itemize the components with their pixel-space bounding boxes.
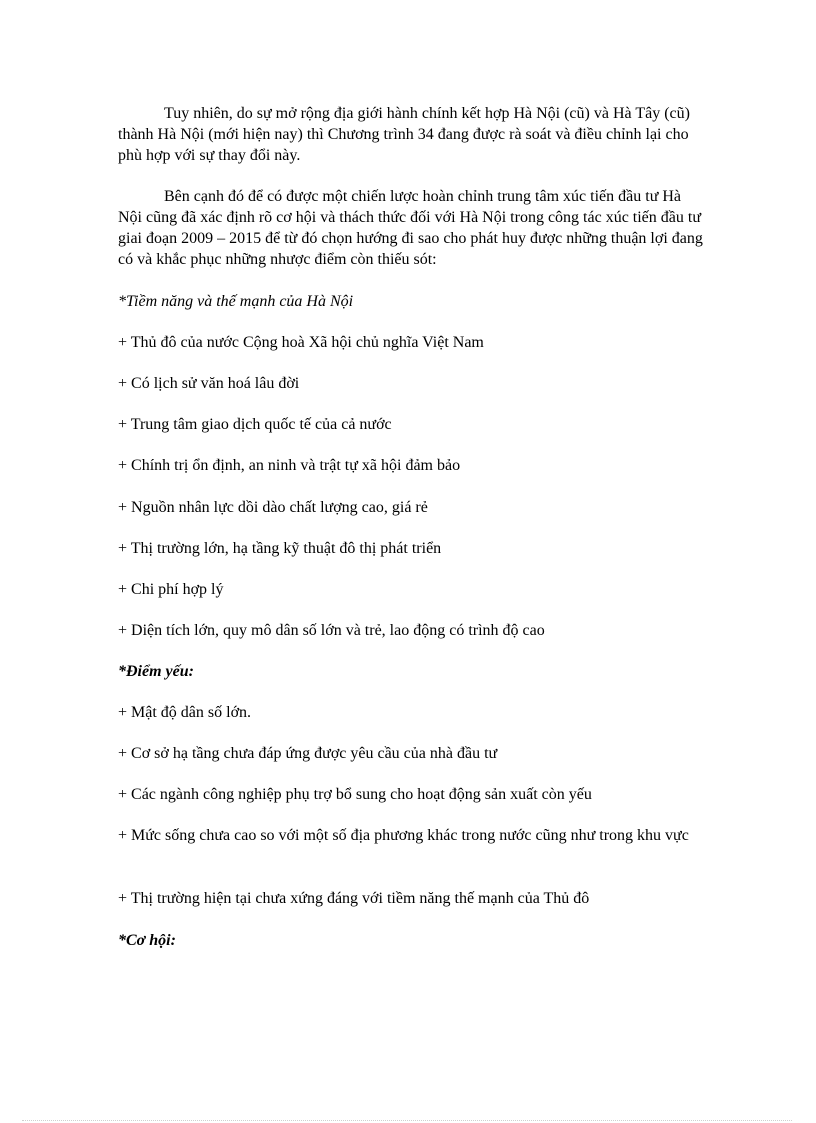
heading-weakness: *Điểm yếu: [118, 663, 194, 680]
list-item-potential: + Diện tích lớn, quy mô dân số lớn và trẻ, lao động có trình độ cao [118, 622, 545, 639]
list-item-potential: + Chi phí hợp lý [118, 581, 224, 598]
list-item-weakness: + Các ngành công nghiệp phụ trợ bổ sung cho hoạt động sản xuất còn yếu [118, 786, 592, 803]
list-item-potential: + Chính trị ổn định, an ninh và trật tự xã hội đảm bảo [118, 457, 461, 474]
list-item-weakness: + Mức sống chưa cao so với một số địa phương khác trong nước cũng như trong khu vực [118, 827, 689, 844]
list-item-potential: + Thủ đô của nước Cộng hoà Xã hội chủ nghĩa Việt Nam [118, 334, 484, 351]
list-item-weakness: + Mật độ dân số lớn. [118, 704, 252, 721]
list-item-weakness: + Cơ sở hạ tầng chưa đáp ứng được yêu cầu của nhà đầu tư [118, 745, 498, 762]
heading-potential: *Tiềm năng và thế mạnh của Hà Nội [118, 293, 354, 310]
list-item-weakness: + Thị trường hiện tại chưa xứng đáng với tiềm năng thế mạnh của Thủ đô [118, 890, 590, 907]
list-item-potential: + Có lịch sử văn hoá lâu đời [118, 375, 300, 392]
list-item-potential: + Thị trường lớn, hạ tầng kỹ thuật đô thị phát triển [118, 540, 442, 557]
paragraph-strategy: Bên cạnh đó để có được một chiến lược hoàn chỉnh trung tâm xúc tiến đầu tư Hà Nội cũng đã xác định rõ cơ hội và thách thức đối với Hà Nội trong công tác xúc tiến đầu tư giai đoạn 2009 – 2015 để từ đó chọn hướng đi sao cho phát huy được những thuận lợi đang có và khắc phục những nhược điểm còn thiếu sót: [118, 188, 703, 268]
list-item-potential: + Trung tâm giao dịch quốc tế của cả nước [118, 416, 392, 433]
list-item-potential: + Nguồn nhân lực dồi dào chất lượng cao, giá rẻ [118, 499, 428, 516]
paragraph-admin-expansion: Tuy nhiên, do sự mở rộng địa giới hành chính kết hợp Hà Nội (cũ) và Hà Tây (cũ) thành Hà Nội (mới hiện nay) thì Chương trình 34 đang được rà soát và điều chỉnh lại cho phù hợp với sự thay đổi này. [118, 105, 690, 164]
page-bottom-divider [22, 1120, 792, 1121]
heading-opportunity: *Cơ hội: [118, 932, 176, 949]
